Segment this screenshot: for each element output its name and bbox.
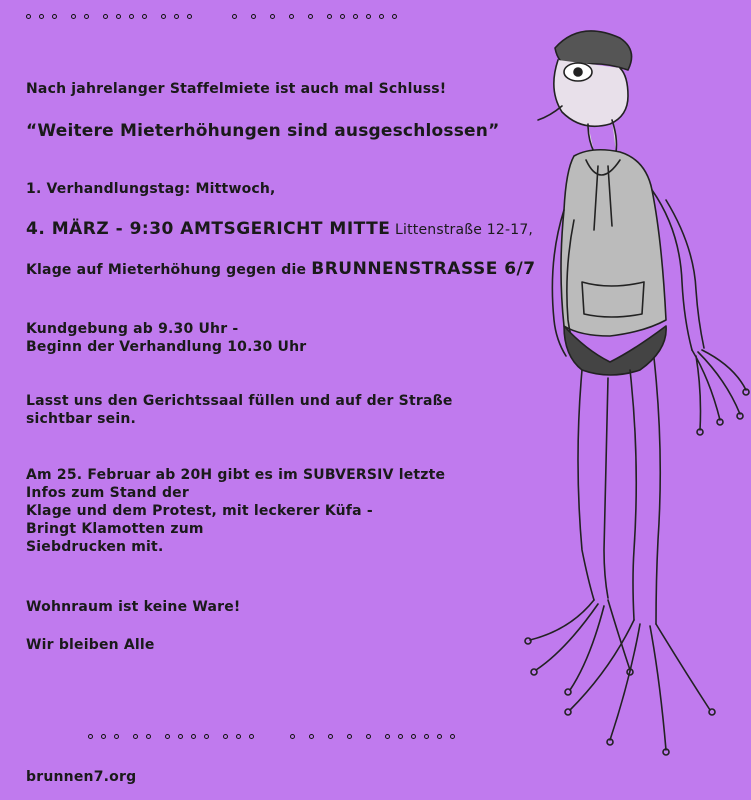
date-and-court: [26, 220, 533, 239]
info-line-4: Bringt Klamotten zum: [26, 521, 204, 537]
info-line-3: Klage und dem Protest, mit leckerer Küfa -: [26, 503, 373, 519]
hearing-time: Beginn der Verhandlung 10.30 Uhr: [26, 339, 307, 355]
fill-courtroom-2: sichtbar sein.: [26, 411, 137, 427]
slogan-1: Wohnraum ist keine Ware!: [26, 599, 241, 615]
website-link[interactable]: brunnen7.org: [26, 769, 137, 785]
info-line-2: Infos zum Stand der: [26, 485, 189, 501]
bottom-dot-divider: [88, 734, 469, 739]
fill-courtroom-1: Lasst uns den Gerichtssaal füllen und auf der Straße: [26, 393, 453, 409]
rally-time: Kundgebung ab 9.30 Uhr -: [26, 321, 239, 337]
claim-line: [26, 260, 536, 279]
intro-text: Nach jahrelanger Staffelmiete ist auch mal Schluss!: [26, 81, 447, 97]
claim-prefix: Klage auf Mieterhöhung gegen die: [26, 262, 312, 278]
claim-target: BRUNNENSTRASSE 6/7: [311, 259, 536, 279]
date-time: 4. MÄRZ - 9:30 AMTSGERICHT MITTE: [26, 219, 391, 239]
info-line-5: Siebdrucken mit.: [26, 539, 164, 555]
slogan-2: Wir bleiben Alle: [26, 637, 155, 653]
top-dot-divider: [26, 14, 411, 19]
court-address: Littenstraße 12-17,: [390, 222, 534, 238]
hearing-day: 1. Verhandlungstag: Mittwoch,: [26, 181, 276, 197]
frog-illustration: [470, 20, 750, 780]
info-line-1: Am 25. Februar ab 20H gibt es im SUBVERSIV letzte: [26, 467, 446, 483]
quote-text: “Weitere Mieterhöhungen sind ausgeschlossen”: [26, 121, 500, 141]
